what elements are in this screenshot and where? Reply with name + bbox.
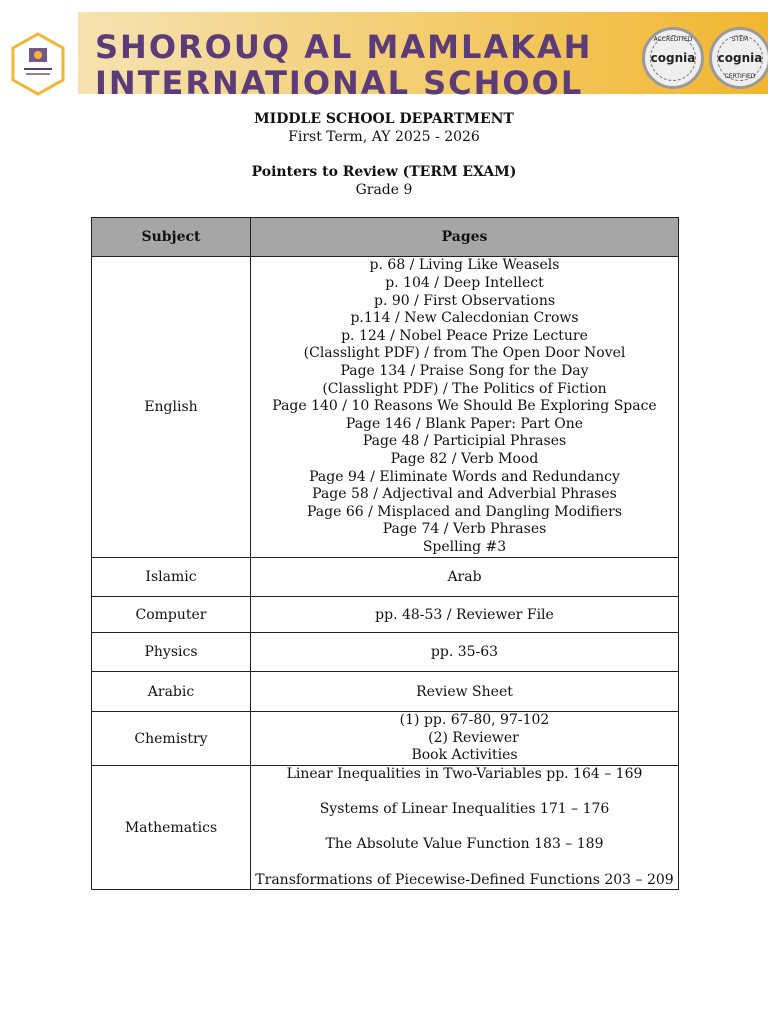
header-pages: Pages bbox=[251, 218, 679, 257]
table-row bbox=[92, 672, 679, 712]
seal-top-text: STEM bbox=[731, 36, 749, 43]
page-item: p. 90 / First Observations bbox=[373, 292, 556, 309]
pages-cell: pp. 35-63 bbox=[251, 633, 679, 672]
page-item: Page 140 / 10 Reasons We Should Be Exploring Space bbox=[272, 398, 657, 415]
table-header-row bbox=[92, 218, 679, 257]
page-item: Linear Inequalities in Two-Variables pp. 164 – 169 bbox=[286, 766, 643, 782]
table-row bbox=[92, 558, 679, 597]
page-item: (Classlight PDF) / from The Open Door Novel bbox=[303, 345, 626, 362]
subject-cell: Mathematics bbox=[92, 766, 251, 890]
page-item: (2) Reviewer bbox=[428, 729, 519, 746]
school-logo-icon bbox=[10, 32, 66, 96]
pages-cell bbox=[251, 712, 679, 766]
school-name-line1: SHOROUQ AL MAMLAKAH bbox=[95, 28, 593, 66]
seal-bottom-text: CERTIFIED bbox=[724, 73, 756, 80]
seal-top-text: ACCREDITED bbox=[653, 36, 693, 43]
page-item: Page 94 / Eliminate Words and Redundancy bbox=[309, 468, 620, 485]
pages-cell: Review Sheet bbox=[251, 672, 679, 712]
page-item: Book Activities bbox=[411, 747, 518, 764]
page-item: Page 82 / Verb Mood bbox=[390, 450, 539, 467]
subject-cell: Islamic bbox=[92, 558, 251, 597]
table-row bbox=[92, 633, 679, 672]
page-item: Page 66 / Misplaced and Dangling Modifiers bbox=[307, 503, 622, 520]
table-row bbox=[92, 766, 679, 890]
seal-brand: cognia bbox=[717, 51, 763, 65]
subject-cell: English bbox=[92, 257, 251, 558]
page-item: Page 48 / Participial Phrases bbox=[362, 433, 567, 450]
page-item: Transformations of Piecewise-Defined Functions 203 – 209 bbox=[255, 871, 674, 888]
header-banner bbox=[0, 12, 768, 102]
table-row bbox=[92, 712, 679, 766]
page-item: Systems of Linear Inequalities 171 – 176 bbox=[319, 801, 610, 818]
stem-seal bbox=[709, 27, 768, 89]
page-item: Page 146 / Blank Paper: Part One bbox=[345, 415, 584, 432]
school-logo bbox=[0, 12, 78, 94]
header-subject: Subject bbox=[92, 218, 251, 257]
page-item: p. 124 / Nobel Peace Prize Lecture bbox=[341, 327, 588, 344]
document-title: Pointers to Review (TERM EXAM) bbox=[251, 164, 517, 180]
grade-label: Grade 9 bbox=[355, 182, 413, 198]
subject-cell: Chemistry bbox=[92, 712, 251, 766]
page-item: Page 58 / Adjectival and Adverbial Phrases bbox=[312, 486, 617, 503]
subject-cell: Physics bbox=[92, 633, 251, 672]
page-item: Page 134 / Praise Song for the Day bbox=[340, 363, 589, 380]
seal-brand: cognia bbox=[650, 51, 696, 65]
table-row bbox=[92, 257, 679, 558]
pages-cell: Arab bbox=[251, 558, 679, 597]
pages-cell: pp. 48-53 / Reviewer File bbox=[251, 597, 679, 633]
page-item: (1) pp. 67-80, 97-102 bbox=[399, 712, 550, 729]
page-item: p.114 / New Calecdonian Crows bbox=[350, 310, 579, 327]
review-table bbox=[91, 217, 679, 890]
subject-cell: Computer bbox=[92, 597, 251, 633]
department-title: MIDDLE SCHOOL DEPARTMENT bbox=[254, 111, 514, 127]
school-name bbox=[95, 29, 635, 101]
page-item: Spelling #3 bbox=[422, 538, 507, 555]
page-item: The Absolute Value Function 183 – 189 bbox=[325, 836, 604, 853]
page-item: p. 104 / Deep Intellect bbox=[385, 275, 544, 292]
pages-cell bbox=[251, 257, 679, 558]
page-item: (Classlight PDF) / The Politics of Fiction bbox=[322, 380, 607, 397]
page-item: p. 68 / Living Like Weasels bbox=[369, 257, 560, 274]
term-label: First Term, AY 2025 - 2026 bbox=[288, 129, 480, 145]
school-name-line2: INTERNATIONAL SCHOOL bbox=[95, 64, 584, 102]
page-item: Page 74 / Verb Phrases bbox=[382, 521, 547, 538]
subject-cell: Arabic bbox=[92, 672, 251, 712]
accreditation-seal bbox=[642, 27, 704, 89]
table-row bbox=[92, 597, 679, 633]
pages-cell bbox=[251, 766, 679, 890]
